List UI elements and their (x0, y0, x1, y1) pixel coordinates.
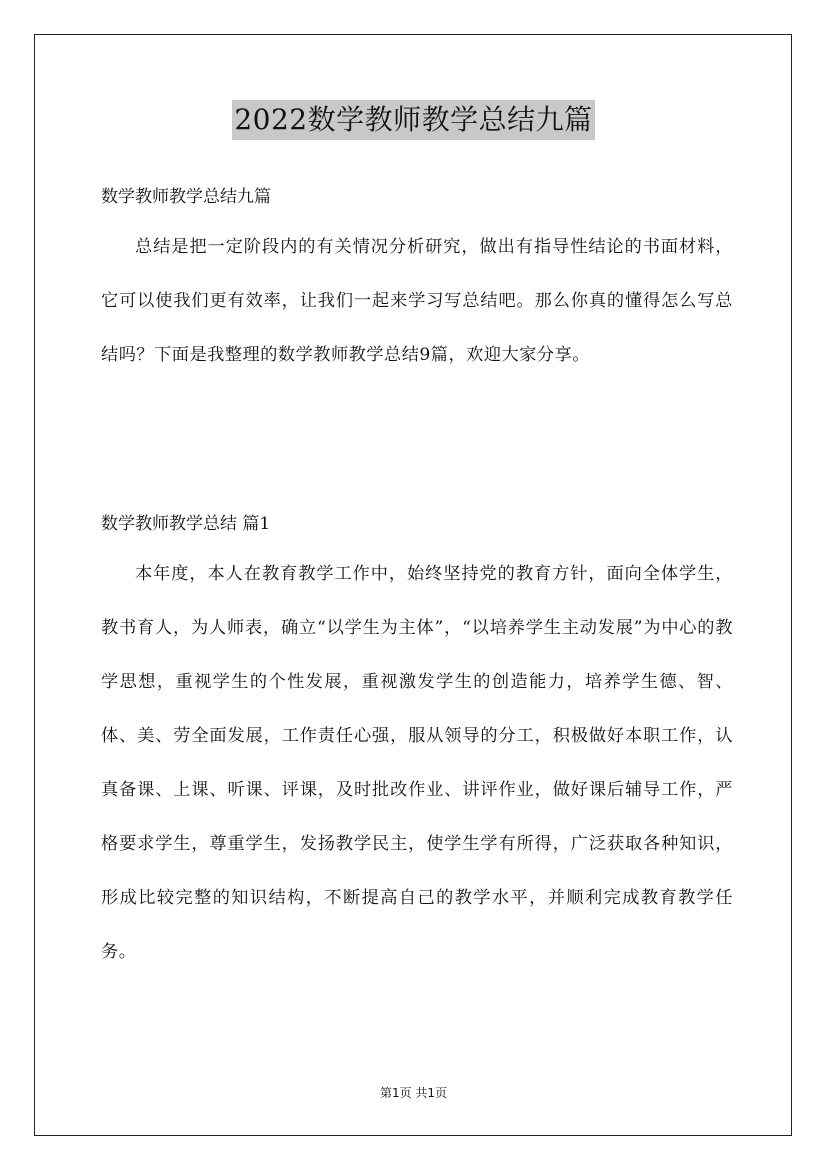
page-footer: 第1页 共1页 (379, 1086, 448, 1100)
title-container (0, 100, 827, 140)
section-paragraph: 本年度，本人在教育教学工作中，始终坚持党的教育方针，面向全体学生，教书育人，为人师表，确立“以学生为主体”，“以培养学生主动发展”为中心的教学思想，重视学生的个性发展，重视激发学生的创造能力，培养学生德、智、体、美、劳全面发展，工作责任心强，服从领导的分工，积极做好本职工作，认真备课、上课、听课、评课，及时批改作业、讲评作业，做好课后辅导工作，严格要求学生，尊重学生，发扬教学民主，使学生学有所得，广泛获取各种知识，形成比较完整的知识结构，不断提高自己的教学水平，并顺利完成教育教学任务。 (101, 564, 733, 962)
intro-paragraph: 总结是把一定阶段内的有关情况分析研究，做出有指导性结论的书面材料，它可以使我们更有效率，让我们一起来学习写总结吧。那么你真的懂得怎么写总结吗？下面是我整理的数学教师教学总结9篇，欢迎大家分享。 (101, 237, 733, 365)
document-subtitle: 数学教师教学总结九篇 (101, 187, 271, 207)
section-heading: 数学教师教学总结 篇1 (101, 514, 271, 534)
document-title: 2022数学教师教学总结九篇 (232, 100, 594, 140)
